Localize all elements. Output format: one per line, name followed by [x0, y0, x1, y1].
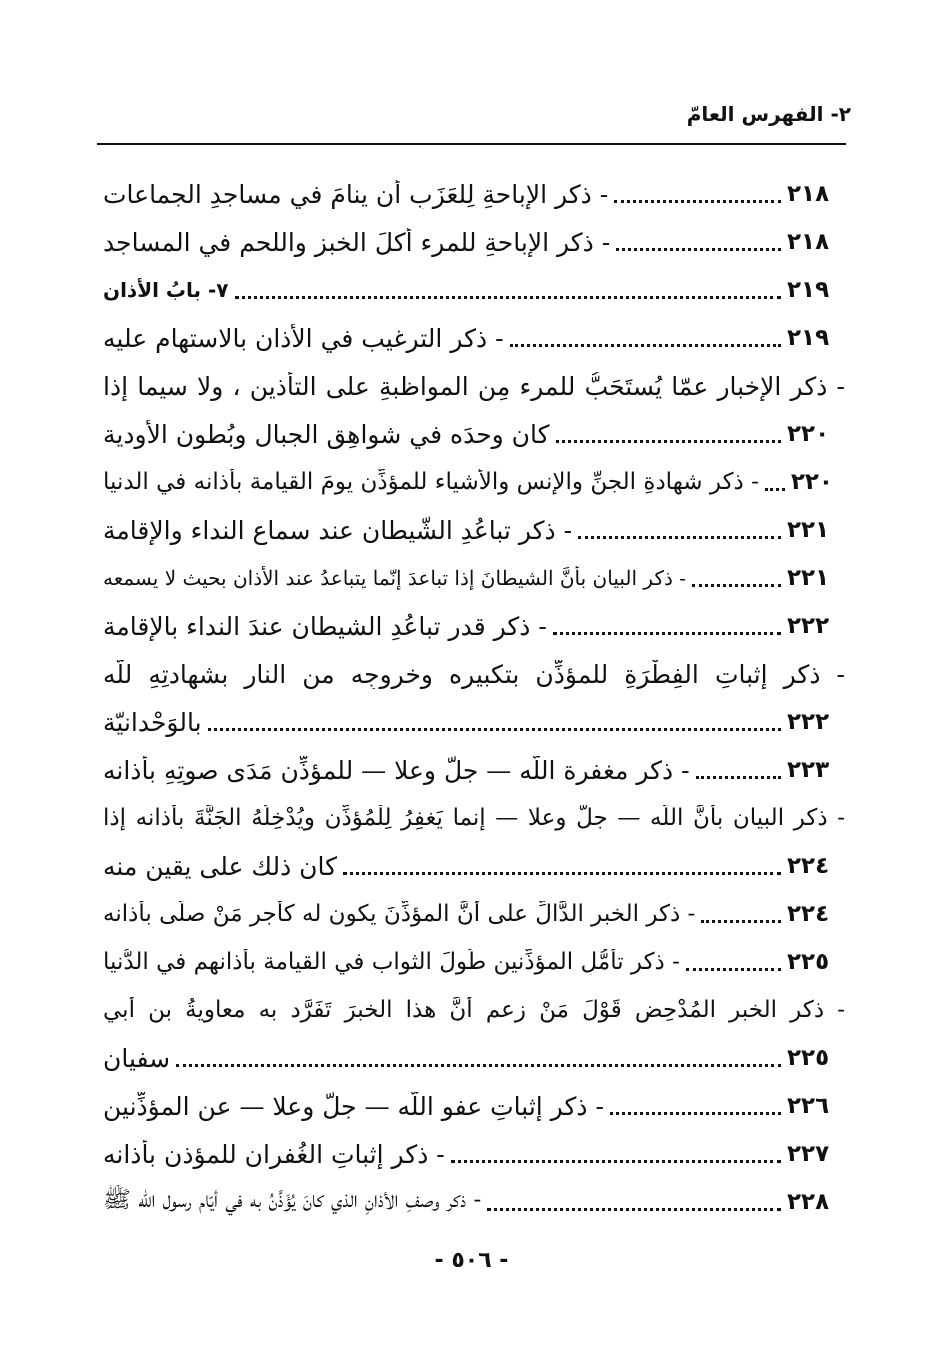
entry-page: ٢١٨ — [787, 181, 830, 207]
entry-page: ٢٢٢ — [787, 613, 830, 639]
dot-leader — [235, 296, 782, 299]
entry-text: - ذكر شهادةِ الجنِّ والإنسِ والأشياء للمؤذِّن يومَ القيامة بأذانه في الدنيا — [103, 469, 759, 495]
dot-leader — [556, 440, 781, 443]
dot-leader — [696, 776, 781, 779]
index-entry — [103, 410, 845, 458]
index-entry — [103, 842, 845, 890]
entry-page: ٢٢٢ — [787, 709, 830, 735]
entry-text: - ذكر إثباتِ عفوِ اللّه — جلَّ وعلا — عن المؤذِّنين — [103, 1091, 604, 1121]
entry-page: ٢١٩ — [787, 325, 830, 351]
chapter-heading — [103, 266, 845, 314]
dot-leader — [610, 1112, 781, 1115]
index-entry-continued — [103, 986, 845, 1034]
dot-leader — [208, 728, 781, 731]
entry-page: ٢٢٥ — [787, 1045, 830, 1071]
entry-page: ٢٢٤ — [787, 901, 830, 927]
dot-leader — [176, 1064, 781, 1067]
dot-leader — [343, 872, 781, 875]
entry-text: - ذكر الترغيب في الأذان بالاستهام عليه — [103, 323, 504, 353]
index-entry-continued — [103, 794, 845, 842]
index-entry — [103, 1082, 845, 1130]
entry-page: ٢٢١ — [787, 517, 830, 543]
index-entry — [103, 602, 845, 650]
entry-page: ٢٢١ — [787, 565, 830, 591]
dot-leader — [510, 344, 781, 347]
entry-page: ٢٢٨ — [787, 1189, 830, 1215]
entry-text: - ذكر البيان بأنَّ اللّه — جلَّ وعلا — إنما يَغفِرُ لِلْمُؤذِّن ويُدْخِلُهُ الجَنَّةَ بأذانه إذا — [103, 805, 845, 831]
index-entry — [103, 746, 845, 794]
entry-text: - ذكر إثباتِ الغُفران للمؤذن بأذانه — [103, 1139, 445, 1169]
entry-text: - ذكر مغفرة اللّه — جلَّ وعلا — للمؤذِّن مَدَى صوتِهِ بأذانه — [103, 755, 690, 785]
entry-text: - ذكر الخبرِ الدَّالِّ على أنَّ المؤذِّنَ يكون له كأجر مَنْ صلّى بأذانه — [103, 901, 696, 927]
index-entry — [103, 458, 845, 506]
dot-leader — [553, 632, 781, 635]
index-entry — [103, 938, 845, 986]
index-entry — [103, 890, 845, 938]
entry-page: ٢١٩ — [787, 277, 830, 303]
entry-text: - ذكر البيان بأنَّ الشيطانَ إذا تباعدَ إنّما يتباعدُ عند الأذان بحيث لا يسمعه — [103, 566, 686, 590]
index-entry — [103, 698, 845, 746]
index-entry-continued — [103, 362, 845, 410]
entry-text: - ذكر تباعُدِ الشّيطان عند سماع النداء والإقامة — [103, 515, 573, 545]
index-entry — [103, 1034, 845, 1082]
entry-text: - ذكر وصفِ الأذانِ الذي كانَ يُؤَذَّنُ به في أيّام رسول اللّه ﷺ — [103, 1187, 482, 1213]
entry-text: كان وحدَه في شواهِقِ الجبال وبُطون الأودية — [103, 419, 550, 449]
index-entry — [103, 1178, 845, 1226]
entry-page: ٢٢٠ — [790, 469, 833, 495]
entry-page: ٢٢٥ — [787, 949, 830, 975]
dot-leader — [616, 248, 781, 251]
dot-leader — [487, 1208, 781, 1211]
index-entry — [103, 314, 845, 362]
entry-text: - ذكر الخبرِ المُدْحِضِ قَوْلَ مَنْ زعم أنَّ هذا الخبرَ تَفَرَّد به معاويةُ بن أبي — [103, 997, 845, 1023]
index-entry — [103, 554, 845, 602]
entry-page: ٢٢٤ — [787, 853, 830, 879]
index-entry-continued — [103, 650, 845, 698]
entry-text: - ذكر قدرِ تباعُدِ الشيطان عندَ النداء بالإقامة — [103, 611, 547, 641]
entry-text: - ذكر إثباتِ الفِطْرَةِ للمؤذِّن بتكبيره وخروجِه من النار بشهادتِهِ للّه — [103, 659, 845, 689]
dot-leader — [614, 200, 781, 203]
entry-text: - ذكر تأمُّلِ المؤذِّنين طُولَ الثواب في القيامة بأذانهم في الدُّنيا — [103, 949, 680, 975]
entry-page: ٢٢٠ — [787, 421, 830, 447]
entry-text: بالوَحْدانيّة — [103, 707, 202, 737]
index-entry — [103, 1130, 845, 1178]
entry-text: سفيان — [103, 1043, 171, 1073]
entry-page: ٢٢٧ — [787, 1141, 830, 1167]
index-list — [103, 170, 845, 1226]
dot-leader — [451, 1160, 781, 1163]
dot-leader — [692, 584, 781, 587]
header-rule — [97, 143, 846, 145]
entry-text: - ذكر الإخبار عمّا يُستَحَبُّ للمرء مِن المواظبةِ على التأذين ، ولا سيما إذا — [103, 371, 845, 401]
index-entry — [103, 170, 845, 218]
entry-text: كان ذلك على يقين منه — [103, 851, 338, 881]
page-header: ٢- الفهرس العامّ — [686, 102, 851, 126]
dot-leader — [701, 920, 781, 923]
entry-page: ٢٢٣ — [787, 757, 830, 783]
entry-text: - ذكر الإباحةِ لِلعَزَبِ أن ينامَ في مساجدِ الجماعات — [103, 179, 609, 209]
entry-text: - ذكر الإباحةِ للمرء أكلَ الخبز واللحمِ في المساجد — [103, 227, 611, 257]
entry-page: ٢١٨ — [787, 229, 830, 255]
dot-leader — [578, 536, 781, 539]
index-entry — [103, 218, 845, 266]
index-entry — [103, 506, 845, 554]
chapter-text: ٧- بابُ الأذان — [103, 278, 229, 302]
dot-leader — [686, 968, 781, 971]
page-number: - ٥٠٦ - — [434, 1248, 509, 1273]
entry-page: ٢٢٦ — [787, 1093, 830, 1119]
dot-leader — [765, 488, 785, 491]
